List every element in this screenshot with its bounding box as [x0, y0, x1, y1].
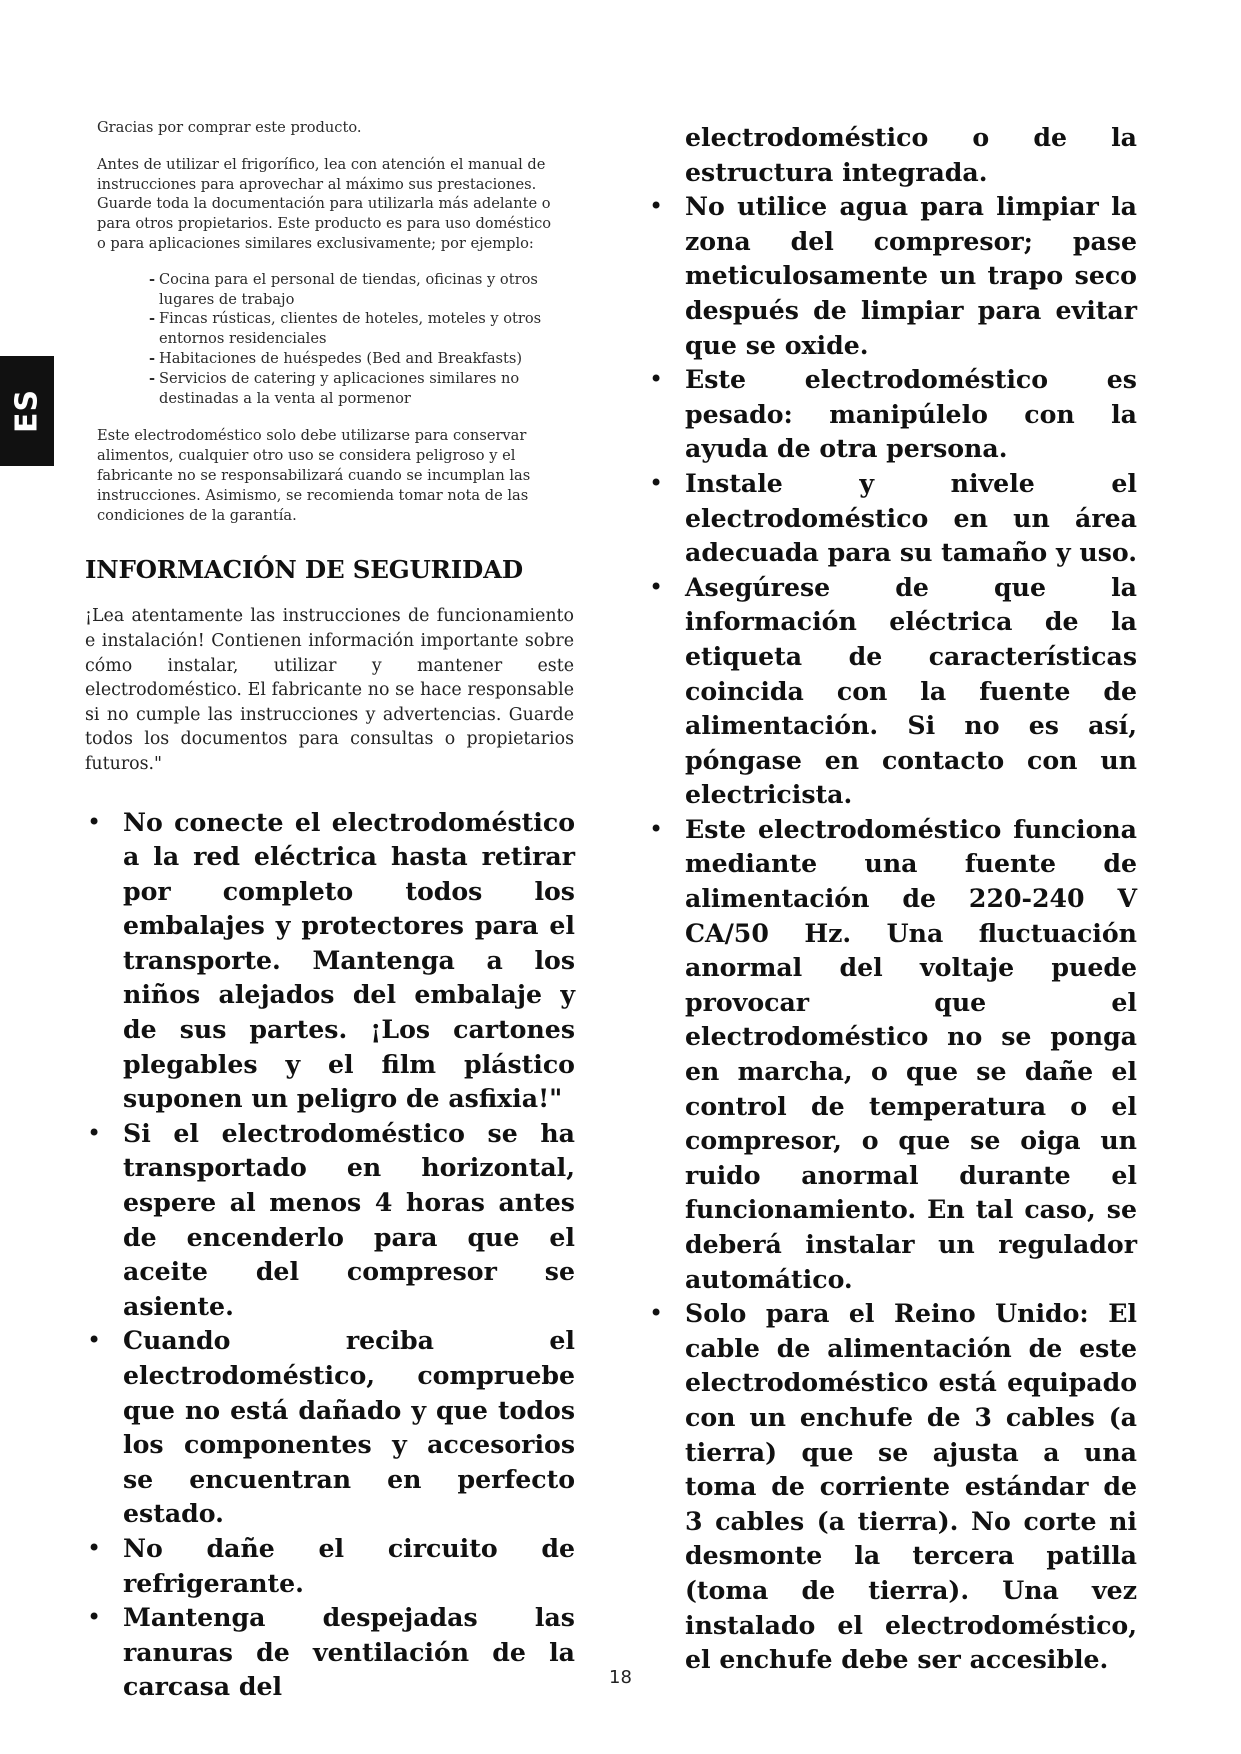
page-number: 18	[609, 1667, 632, 1688]
safety-bullet: • Asegúrese de que la información eléctrica de la etiqueta de características coincida con la fuente de alimentación. Si no es así, póngase en contacto con un electricista.	[647, 570, 1137, 812]
safety-bullet: • No dañe el circuito de refrigerante.	[85, 1531, 575, 1600]
right-column	[647, 120, 1137, 1677]
usage-list-item: - Fincas rústicas, clientes de hoteles, moteles y otros entornos residenciales	[149, 309, 579, 349]
usage-list-item: - Servicios de catering y aplicaciones similares no destinadas a la venta al pormenor	[149, 369, 579, 409]
safety-bullet: • No utilice agua para limpiar la zona del compresor; pase meticulosamente un trapo seco después de limpiar para evitar que se oxide.	[647, 189, 1137, 362]
safety-bullet: • No conecte el electrodoméstico a la red eléctrica hasta retirar por completo todos los embalajes y protectores para el transporte. Mantenga a los niños alejados del embalaje y de sus partes. ¡Los cartones plegables y el film plástico suponen un peligro de asfixia!"	[85, 805, 575, 1116]
safety-bullet: • Mantenga despejadas las ranuras de ventilación de la carcasa del	[85, 1600, 575, 1704]
left-column	[85, 118, 575, 1704]
language-tab-label: ES	[9, 388, 45, 434]
safety-bullet: • Cuando reciba el electrodoméstico, compruebe que no está dañado y que todos los componentes y accesorios se encuentran en perfecto estado.	[85, 1323, 575, 1531]
intro-paragraph: Antes de utilizar el frigorífico, lea con atención el manual de instrucciones para aprovechar al máximo sus prestaciones. Guarde toda la documentación para utilizarla más adelante o para otros propietarios. Este producto es para uso doméstico o para aplicaciones similares exclusivamente; por ejemplo:	[97, 155, 552, 252]
safety-bullet: • Instale y nivele el electrodoméstico en un área adecuada para su tamaño y uso.	[647, 466, 1137, 570]
usage-list	[85, 270, 579, 409]
safety-bullet: • Si el electrodoméstico se ha transportado en horizontal, espere al menos 4 horas antes de encenderlo para que el aceite del compresor se asiente.	[85, 1116, 575, 1324]
language-tab	[0, 356, 54, 466]
thanks-text: Gracias por comprar este producto.	[97, 119, 362, 136]
safety-bullet: • Este electrodoméstico es pesado: manipúlelo con la ayuda de otra persona.	[647, 362, 1137, 466]
usage-list-item: - Cocina para el personal de tiendas, oficinas y otros lugares de trabajo	[149, 270, 579, 310]
safety-bullet: • Este electrodoméstico funciona mediante una fuente de alimentación de 220-240 V CA/50 Hz. Una fluctuación anormal del voltaje puede provocar que el electrodoméstico no se ponga en marcha, o que se dañe el control de temperatura o el compresor, o que se oiga un ruido anormal durante el funcionamiento. En tal caso, se deberá instalar un regulador automático.	[647, 812, 1137, 1296]
safety-intro-paragraph: ¡Lea atentamente las instrucciones de funcionamiento e instalación! Contienen información importante sobre cómo instalar, utilizar y mantener este electrodoméstico. El fabricante no se hace responsable si no cumple las instrucciones y advertencias. Guarde todos los documentos para consultas o propietarios futuros."	[85, 606, 574, 774]
safety-bullet-list-right	[647, 189, 1137, 1677]
usage-warning-paragraph: Este electrodoméstico solo debe utilizarse para conservar alimentos, cualquier otro uso se considera peligroso y el fabricante no se responsabilizará cuando se incumplan las instrucciones. Asimismo, se recomienda tomar nota de las condiciones de la garantía.	[97, 427, 531, 524]
safety-bullet-list-left	[85, 805, 575, 1704]
safety-heading: INFORMACIÓN DE SEGURIDAD	[85, 555, 523, 585]
safety-bullet: • Solo para el Reino Unido: El cable de alimentación de este electrodoméstico está equipado con un enchufe de 3 cables (a tierra) que se ajusta a una toma de corriente estándar de 3 cables (a tierra). No corte ni desmonte la tercera patilla (toma de tierra). Una vez instalado el electrodoméstico, el enchufe debe ser accesible.	[647, 1296, 1137, 1677]
usage-list-item: - Habitaciones de huéspedes (Bed and Breakfasts)	[149, 349, 579, 369]
bullet-continuation: electrodoméstico o de la estructura integrada.	[685, 122, 1137, 187]
